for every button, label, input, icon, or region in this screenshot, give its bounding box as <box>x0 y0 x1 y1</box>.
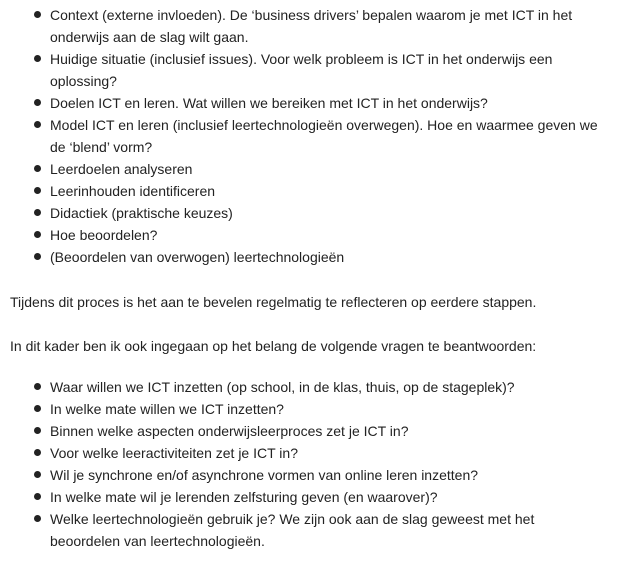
list-item: Didactiek (praktische keuzes) <box>0 202 598 224</box>
list-item: Wil je synchrone en/of asynchrone vormen van online leren inzetten? <box>0 464 598 486</box>
list-item: Context (externe invloeden). De ‘business drivers’ bepalen waarom je met ICT in het onderwijs aan de slag wilt gaan. <box>0 4 598 48</box>
paragraph-reflection: Tijdens dit proces is het aan te bevelen regelmatig te reflecteren op eerdere stappen. <box>10 294 537 310</box>
list-item: Binnen welke aspecten onderwijsleerproces zet je ICT in? <box>0 420 598 442</box>
list-item: Huidige situatie (inclusief issues). Voor welk probleem is ICT in het onderwijs een oplossing? <box>0 48 598 92</box>
paragraph-questions-intro: In dit kader ben ik ook ingegaan op het belang de volgende vragen te beantwoorden: <box>10 338 537 354</box>
list-item: Waar willen we ICT inzetten (op school, in de klas, thuis, op de stageplek)? <box>0 376 598 398</box>
list-item: In welke mate willen we ICT inzetten? <box>0 398 598 420</box>
list-item: Leerdoelen analyseren <box>0 158 598 180</box>
list-item: Doelen ICT en leren. Wat willen we bereiken met ICT in het onderwijs? <box>0 92 598 114</box>
list-item: Leerinhouden identificeren <box>0 180 598 202</box>
list-item: Hoe beoordelen? <box>0 224 598 246</box>
list-item: (Beoordelen van overwogen) leertechnologieën <box>0 246 598 268</box>
list-item: Voor welke leeractiviteiten zet je ICT in? <box>0 442 598 464</box>
list-item: Model ICT en leren (inclusief leertechnologieën overwegen). Hoe en waarmee geven we de ‘blend’ vorm? <box>0 114 598 158</box>
bullet-list-steps <box>0 4 598 268</box>
list-item: Welke leertechnologieën gebruik je? We zijn ook aan de slag geweest met het beoordelen van leertechnologieën. <box>0 508 598 552</box>
bullet-list-questions <box>0 376 598 552</box>
list-item: In welke mate wil je lerenden zelfsturing geven (en waarover)? <box>0 486 598 508</box>
